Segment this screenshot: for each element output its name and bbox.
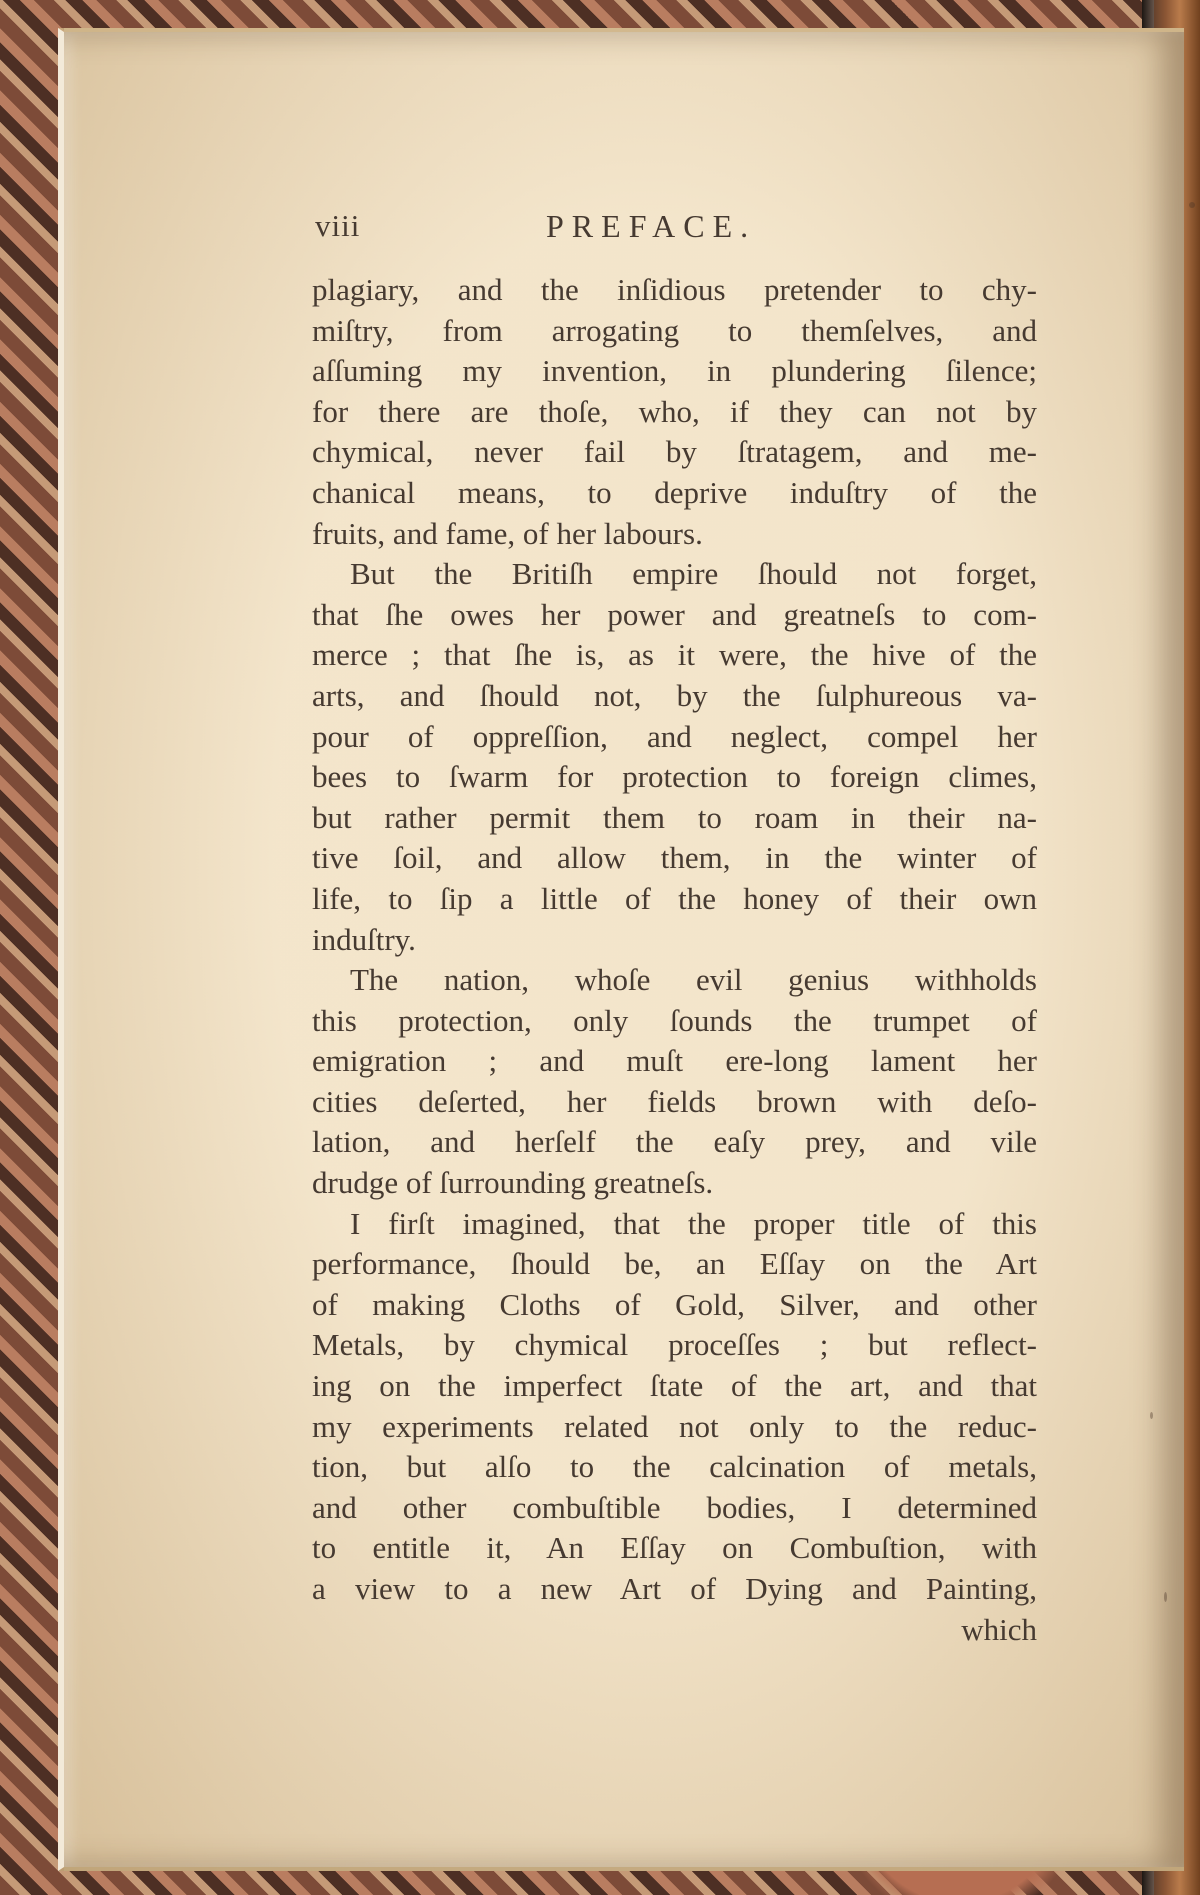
text-line: merce ; that ſhe is, as it were, the hive of the — [312, 637, 1037, 673]
text-line: miſtry, from arrogating to themſelves, and — [312, 312, 1037, 348]
text-line: plagiary, and the inſidious pretender to chy- — [312, 272, 1037, 307]
page-header — [315, 208, 1040, 248]
paper-mark — [1150, 1412, 1153, 1419]
text-line: induſtry. — [312, 921, 416, 957]
text-line: pour of oppreſſion, and neglect, compel her — [312, 718, 1037, 754]
text-line: that ſhe owes her power and greatneſs to com- — [312, 596, 1037, 632]
page-number: viii — [315, 208, 361, 243]
text-line: But the Britiſh empire ſhould not forget, — [350, 556, 1037, 592]
text-line: arts, and ſhould not, by the ſulphureous va- — [312, 677, 1037, 713]
text-line: to entitle it, An Eſſay on Combuſtion, with — [312, 1530, 1037, 1566]
text-line: Metals, by chymical proceſſes ; but reflect- — [312, 1327, 1037, 1363]
text-line: chanical means, to deprive induſtry of the — [312, 474, 1037, 510]
text-line: I firſt imagined, that the proper title of this — [350, 1205, 1037, 1241]
text-line: performance, ſhould be, an Eſſay on the Art — [312, 1246, 1037, 1282]
ink-spot — [1189, 202, 1195, 208]
text-line: chymical, never fail by ſtratagem, and me- — [312, 434, 1037, 470]
text-line: The nation, whoſe evil genius withholds — [350, 962, 1037, 998]
text-line: ing on the imperfect ſtate of the art, and that — [312, 1368, 1037, 1404]
body-text — [312, 270, 1037, 1650]
text-line: lation, and herſelf the eaſy prey, and vile — [312, 1124, 1037, 1160]
text-line: tion, but alſo to the calcination of metals, — [312, 1449, 1037, 1485]
text-line: emigration ; and muſt ere-long lament her — [312, 1043, 1037, 1079]
running-title: PREFACE. — [546, 208, 757, 244]
text-line: a view to a new Art of Dying and Painting, — [312, 1571, 1037, 1606]
text-line: tive ſoil, and allow them, in the winter of — [312, 840, 1037, 876]
text-line: bees to ſwarm for protection to foreign climes, — [312, 759, 1037, 795]
text-line: and other combuſtible bodies, I determined — [312, 1489, 1037, 1525]
text-line: drudge of ſurrounding greatneſs. — [312, 1165, 714, 1201]
text-line: of making Cloths of Gold, Silver, and other — [312, 1286, 1037, 1322]
text-line: cities deſerted, her fields brown with deſo- — [312, 1083, 1037, 1119]
text-line: for there are thoſe, who, if they can not by — [312, 393, 1037, 429]
catchword: which — [961, 1611, 1037, 1647]
text-line: this protection, only ſounds the trumpet of — [312, 1002, 1037, 1038]
text-line: life, to ſip a little of the honey of their own — [312, 880, 1037, 916]
text-line: but rather permit them to roam in their na- — [312, 799, 1037, 835]
paper-mark — [1164, 1592, 1167, 1602]
text-line: fruits, and fame, of her labours. — [312, 515, 703, 551]
text-line: aſſuming my invention, in plundering ſilence; — [312, 353, 1037, 389]
text-line: my experiments related not only to the reduc- — [312, 1408, 1037, 1444]
